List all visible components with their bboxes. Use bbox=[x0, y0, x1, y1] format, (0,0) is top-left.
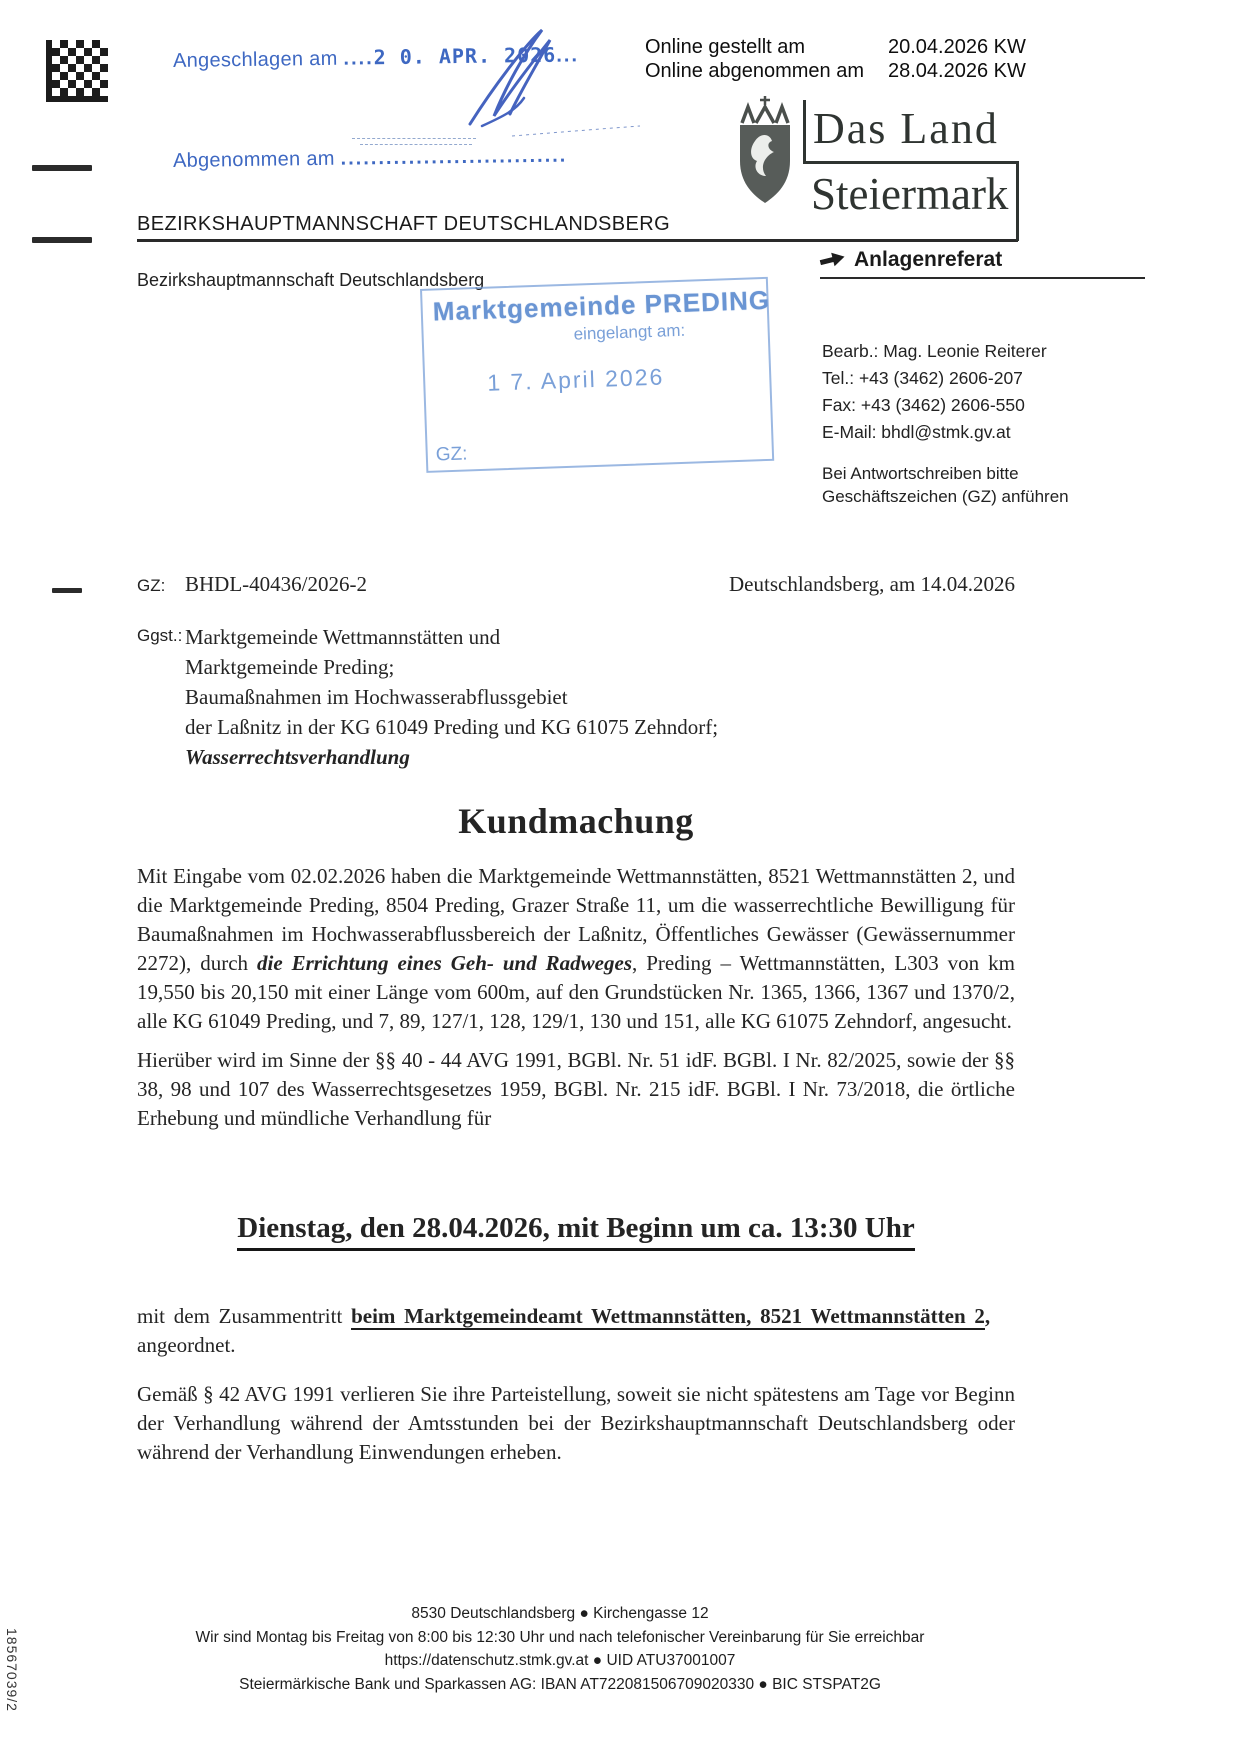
preding-stamp-subtitle: eingelangt am: bbox=[573, 320, 686, 344]
angeschlagen-dots: .... bbox=[343, 47, 374, 70]
angeschlagen-date: 2 0. APR. 2026 bbox=[373, 42, 557, 70]
online-abgenommen-value: 28.04.2026 KW bbox=[888, 60, 1026, 82]
gz-label: GZ: bbox=[137, 576, 166, 595]
department-underline bbox=[820, 277, 1145, 279]
p3-comma: , bbox=[984, 1304, 991, 1328]
angeschlagen-label: Angeschlagen am bbox=[172, 47, 338, 72]
preding-stamp-title: Marktgemeinde PREDING bbox=[432, 284, 771, 327]
hearing-date-text: Dienstag, den 28.04.2026, mit Beginn um ca. 13:30 Uhr bbox=[237, 1212, 914, 1251]
abgenommen-dots: .............................. bbox=[340, 144, 568, 170]
contact-tel: Tel.: +43 (3462) 2606-207 bbox=[822, 368, 1023, 388]
online-gestellt-label: Online gestellt am bbox=[645, 36, 806, 58]
department-row bbox=[820, 248, 1002, 272]
footer-privacy-uid: https://datenschutz.stmk.gv.at ● UID ATU37001007 bbox=[384, 1652, 736, 1669]
heading-underline bbox=[137, 239, 1018, 242]
subject-emphasis: Wasserrechtsverhandlung bbox=[185, 745, 410, 769]
preding-stamp-date: 1 7. April 2026 bbox=[486, 363, 665, 396]
document-title: Kundmachung bbox=[458, 801, 694, 841]
contact-bearb: Bearb.: Mag. Leonie Reiterer bbox=[822, 341, 1047, 361]
preding-stamp-gz: GZ: bbox=[435, 443, 468, 466]
subject-line: der Laßnitz in der KG 61049 Preding und KG 61075 Zehndorf; bbox=[185, 715, 719, 739]
subject-line: Baumaßnahmen im Hochwasserabflussgebiet bbox=[185, 685, 568, 709]
logo-line-middle bbox=[803, 161, 1018, 164]
p3-text: mit dem Zusammentritt bbox=[137, 1304, 352, 1328]
footer-address: 8530 Deutschlandsberg ● Kirchengasse 12 bbox=[411, 1605, 709, 1622]
p3-emphasis: beim Marktgemeindeamt Wettmannstätten, 8521 Wettmannstätten 2 bbox=[351, 1304, 985, 1328]
authority-heading: BEZIRKSHAUPTMANNSCHAFT DEUTSCHLANDSBERG bbox=[137, 213, 671, 235]
footer-hours: Wir sind Montag bis Freitag von 8:00 bis 12:30 Uhr und nach telefonischer Vereinbarung für Sie erreichbar bbox=[195, 1628, 925, 1646]
p1-emphasis: die Errichtung eines Geh- und Radweges bbox=[256, 951, 632, 975]
p3-text-2: angeordnet. bbox=[137, 1333, 236, 1357]
data-matrix-code-icon bbox=[46, 40, 108, 102]
subject-line: Marktgemeinde Wettmannstätten und bbox=[185, 625, 501, 649]
logo-steiermark: Steiermark bbox=[811, 169, 1009, 219]
p1-text: Mit Eingabe vom 02.02.2026 haben die Marktgemeinde Wettmannstätten, 8521 Wettmannstätten 2, und die Marktgemeinde Preding, 8504 Preding, Grazer Straße 11, um die wasserrechtliche Bewilligung für Baumaßnahmen im Hochwasserabflussbereich der Laßnitz, Öffentliches Gewässer (Gewässernummer 2272), durch bbox=[137, 864, 1015, 975]
logo-das-land: Das Land bbox=[813, 104, 999, 153]
subject-line: Marktgemeinde Preding; bbox=[185, 655, 395, 679]
fold-mark bbox=[32, 165, 92, 171]
fold-mark bbox=[32, 237, 92, 243]
paragraph-legal-basis: Hierüber wird im Sinne der §§ 40 - 44 AVG 1991, BGBl. Nr. 51 idF. BGBl. I Nr. 82/2025, sowie der §§ 38, 98 und 107 des Wasserrechtsgesetzes 1959, BGBl. Nr. 215 idF. BGBl. I Nr. 73/2018, die örtliche Erhebung und mündliche Verhandlung für bbox=[137, 1048, 1015, 1130]
logo-line-left bbox=[803, 100, 806, 161]
paragraph-meeting-place bbox=[137, 1302, 1015, 1360]
reply-note-line2: Geschäftszeichen (GZ) anführen bbox=[822, 487, 1069, 506]
p1-text: , Preding – Wettmannstätten, L303 von km 19,550 bis 20,150 mit einer Länge vom 600m, auf den Grundstücken Nr. 1365, 1366, 1367 und 1370/2, alle KG 61049 Preding, und 7, 89, 127/1, 128, 129/1, 130 und 151, alle KG 61075 Zehndorf, angesucht. bbox=[137, 951, 1015, 1033]
ggst-label: Ggst.: bbox=[137, 626, 183, 645]
abgenommen-stamp bbox=[173, 144, 568, 173]
registration-number-vertical: 18567039/2 bbox=[4, 1628, 20, 1712]
contact-email: E-Mail: bhdl@stmk.gv.at bbox=[822, 422, 1011, 442]
micro-print-line bbox=[352, 138, 476, 139]
footer-block bbox=[0, 1602, 1120, 1696]
hearing-date-heading bbox=[137, 1212, 1015, 1251]
online-abgenommen-label: Online abgenommen am bbox=[645, 60, 865, 82]
abgenommen-label: Abgenommen am bbox=[172, 147, 335, 172]
contact-fax: Fax: +43 (3462) 2606-550 bbox=[822, 395, 1025, 415]
paragraph-party-status: Gemäß § 42 AVG 1991 verlieren Sie ihre Parteistellung, soweit sie nicht spätestens am Tage vor Beginn der Verhandlung während der Amtsstunden bei der Bezirkshauptmannschaft Deutschlandsberg oder während der Verhandlung Einwendungen erheben. bbox=[137, 1382, 1015, 1464]
micro-print-line bbox=[360, 144, 472, 145]
online-gestellt-value: 20.04.2026 KW bbox=[888, 36, 1026, 58]
authority-name: Bezirkshauptmannschaft Deutschlandsberg bbox=[137, 270, 485, 290]
angeschlagen-dots-2: ... bbox=[556, 44, 580, 67]
preding-receipt-stamp bbox=[420, 277, 774, 473]
subject-block bbox=[185, 622, 718, 772]
paragraph-application bbox=[137, 862, 1015, 1036]
logo-line-right bbox=[1016, 161, 1019, 241]
department-label: Anlagenreferat bbox=[854, 248, 1003, 271]
place-date: Deutschlandsberg, am 14.04.2026 bbox=[729, 572, 1015, 596]
signature-icon bbox=[452, 24, 642, 142]
gz-value: BHDL-40436/2026-2 bbox=[185, 572, 367, 596]
styria-coat-of-arms-icon bbox=[733, 95, 797, 209]
footer-bank: Steiermärkische Bank und Sparkassen AG: IBAN AT722081506709020330 ● BIC STSPAT2G bbox=[239, 1675, 881, 1693]
arrow-right-icon bbox=[818, 249, 847, 271]
reply-note-line1: Bei Antwortschreiben bitte bbox=[822, 464, 1019, 483]
fold-mark bbox=[52, 588, 82, 593]
